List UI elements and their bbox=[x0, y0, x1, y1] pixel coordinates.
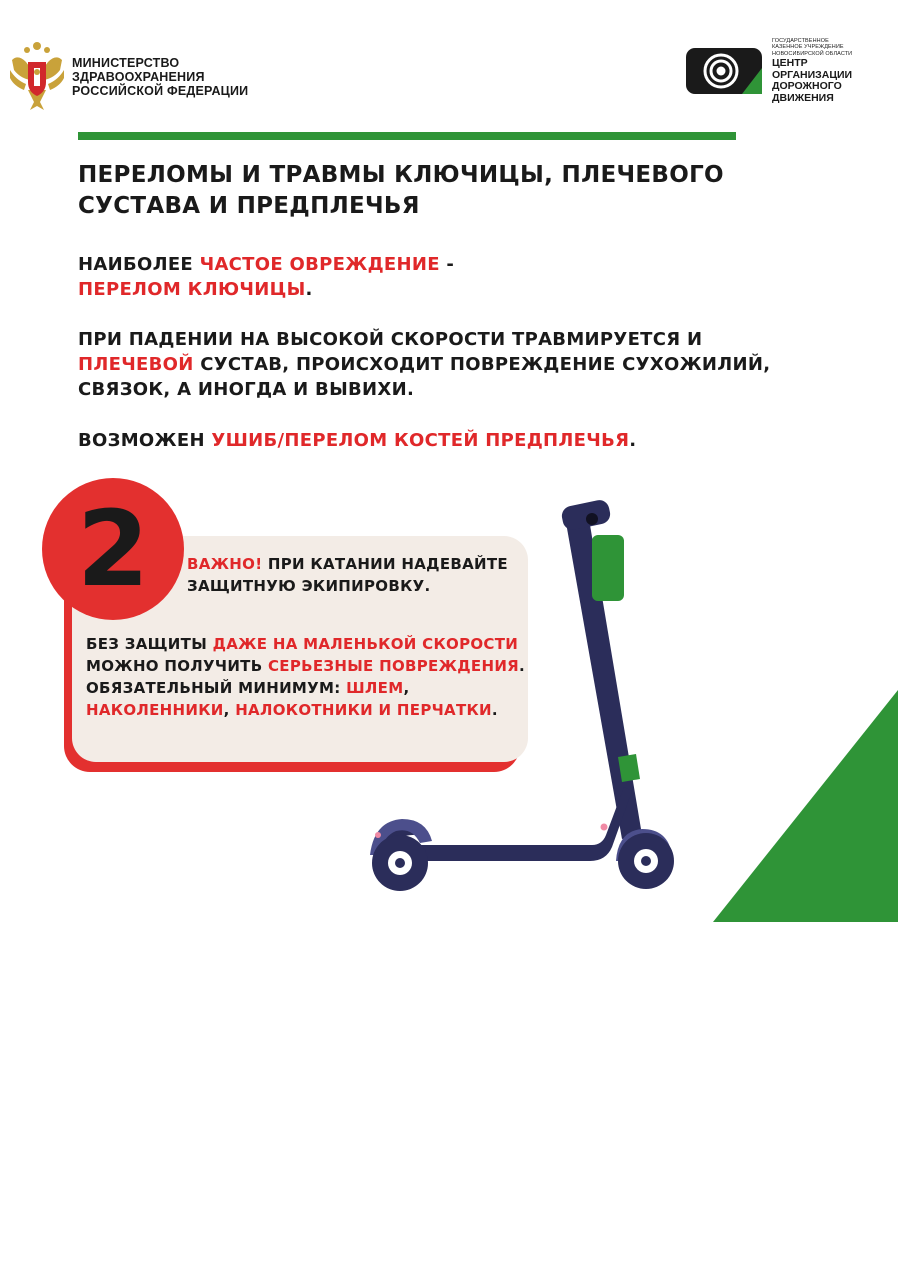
badge-number: 2 bbox=[76, 488, 150, 610]
p1-dash: - bbox=[439, 254, 455, 275]
card-body-red-5: НАЛОКОТНИКИ И ПЕРЧАТКИ bbox=[235, 701, 492, 719]
p1-text: НАИБОЛЕЕ bbox=[78, 254, 200, 275]
codd-big-line-3: ДОРОЖНОГО bbox=[772, 80, 842, 93]
codd-big-line-2: ОРГАНИЗАЦИИ bbox=[772, 68, 853, 81]
scooter-rear-wheel bbox=[372, 835, 428, 891]
codd-logo-icon bbox=[686, 48, 762, 94]
p1-highlight-2: ПЕРЕЛОМ КЛЮЧИЦЫ bbox=[78, 279, 306, 300]
card-body-4: , bbox=[403, 679, 410, 697]
paragraph-high-speed-fall bbox=[78, 327, 798, 402]
ministry-line-3: РОССИЙСКОЙ ФЕДЕРАЦИИ bbox=[72, 84, 249, 98]
codd-big-line-4: ДВИЖЕНИЯ bbox=[772, 91, 834, 104]
p2-highlight: ПЛЕЧЕВОЙ bbox=[78, 354, 194, 375]
card-important-text: ПРИ КАТАНИИ НАДЕВАЙТЕ ЗАЩИТНУЮ ЭКИПИРОВКУ. bbox=[187, 555, 508, 595]
card-body-2: МОЖНО ПОЛУЧИТЬ bbox=[86, 657, 268, 675]
card-important-label: ВАЖНО! bbox=[187, 555, 263, 573]
p2-end: СУСТАВ, ПРОИСХОДИТ ПОВРЕЖДЕНИЕ СУХОЖИЛИЙ, СВЯЗОК, А ИНОГДА И ВЫВИХИ. bbox=[78, 354, 771, 400]
paragraph-forearm bbox=[78, 428, 798, 453]
card-body-3: . ОБЯЗАТЕЛЬНЫЙ МИНИМУМ: bbox=[86, 657, 526, 697]
card-body-red-2: СЕРЬЕЗНЫЕ ПОВРЕЖДЕНИЯ bbox=[267, 657, 520, 675]
card-body-1: БЕЗ ЗАЩИТЫ bbox=[86, 635, 213, 653]
codd-title bbox=[772, 58, 892, 104]
scooter-stem bbox=[560, 498, 642, 839]
page-title bbox=[78, 160, 798, 222]
title-line-2: СУСТАВА И ПРЕДПЛЕЧЬЯ bbox=[78, 193, 420, 219]
ministry-header bbox=[8, 40, 248, 114]
p1-end: . bbox=[305, 279, 313, 300]
p3-highlight: УШИБ/ПЕРЕЛОМ КОСТЕЙ ПРЕДПЛЕЧЬЯ bbox=[211, 430, 630, 451]
card-body-red-1: ДАЖЕ НА МАЛЕНЬКОЙ СКОРОСТИ bbox=[212, 635, 519, 653]
scooter-illustration bbox=[360, 495, 690, 905]
paragraph-most-common-injury bbox=[78, 252, 798, 302]
codd-name bbox=[772, 38, 892, 104]
card-body-5: , bbox=[223, 701, 236, 719]
title-line-1: ПЕРЕЛОМЫ И ТРАВМЫ КЛЮЧИЦЫ, ПЛЕЧЕВОГО bbox=[78, 162, 724, 188]
green-triangle-decor bbox=[713, 690, 898, 925]
scooter-front-wheel bbox=[616, 829, 674, 889]
codd-header bbox=[686, 38, 892, 104]
number-badge bbox=[42, 478, 184, 620]
p2-text: ПРИ ПАДЕНИИ НА ВЫСОКОЙ СКОРОСТИ ТРАВМИРУЕТСЯ И bbox=[78, 329, 703, 350]
codd-small-line-3: НОВОСИБИРСКОЙ ОБЛАСТИ bbox=[772, 50, 853, 57]
ministry-line-1: МИНИСТЕРСТВО bbox=[72, 56, 180, 70]
codd-small-line-1: ГОСУДАРСТВЕННОЕ bbox=[772, 38, 829, 44]
scooter-battery bbox=[592, 535, 624, 601]
p3-end: . bbox=[629, 430, 637, 451]
codd-big-line-1: ЦЕНТР bbox=[772, 57, 808, 70]
ministry-name bbox=[72, 56, 248, 98]
p3-text: ВОЗМОЖЕН bbox=[78, 430, 212, 451]
card-body-6: . bbox=[491, 701, 498, 719]
green-divider bbox=[78, 132, 736, 140]
codd-subtitle bbox=[772, 38, 892, 57]
codd-small-line-2: КАЗЕННОЕ УЧРЕЖДЕНИЕ bbox=[772, 44, 844, 51]
card-body-red-3: ШЛЕМ bbox=[346, 679, 404, 697]
ministry-line-2: ЗДРАВООХРАНЕНИЯ bbox=[72, 70, 205, 84]
card-body-red-4: НАКОЛЕННИКИ bbox=[86, 701, 224, 719]
p1-highlight-1: ЧАСТОЕ ОВРЕЖДЕНИЕ bbox=[199, 254, 440, 275]
double-headed-eagle-emblem-icon bbox=[8, 40, 66, 114]
